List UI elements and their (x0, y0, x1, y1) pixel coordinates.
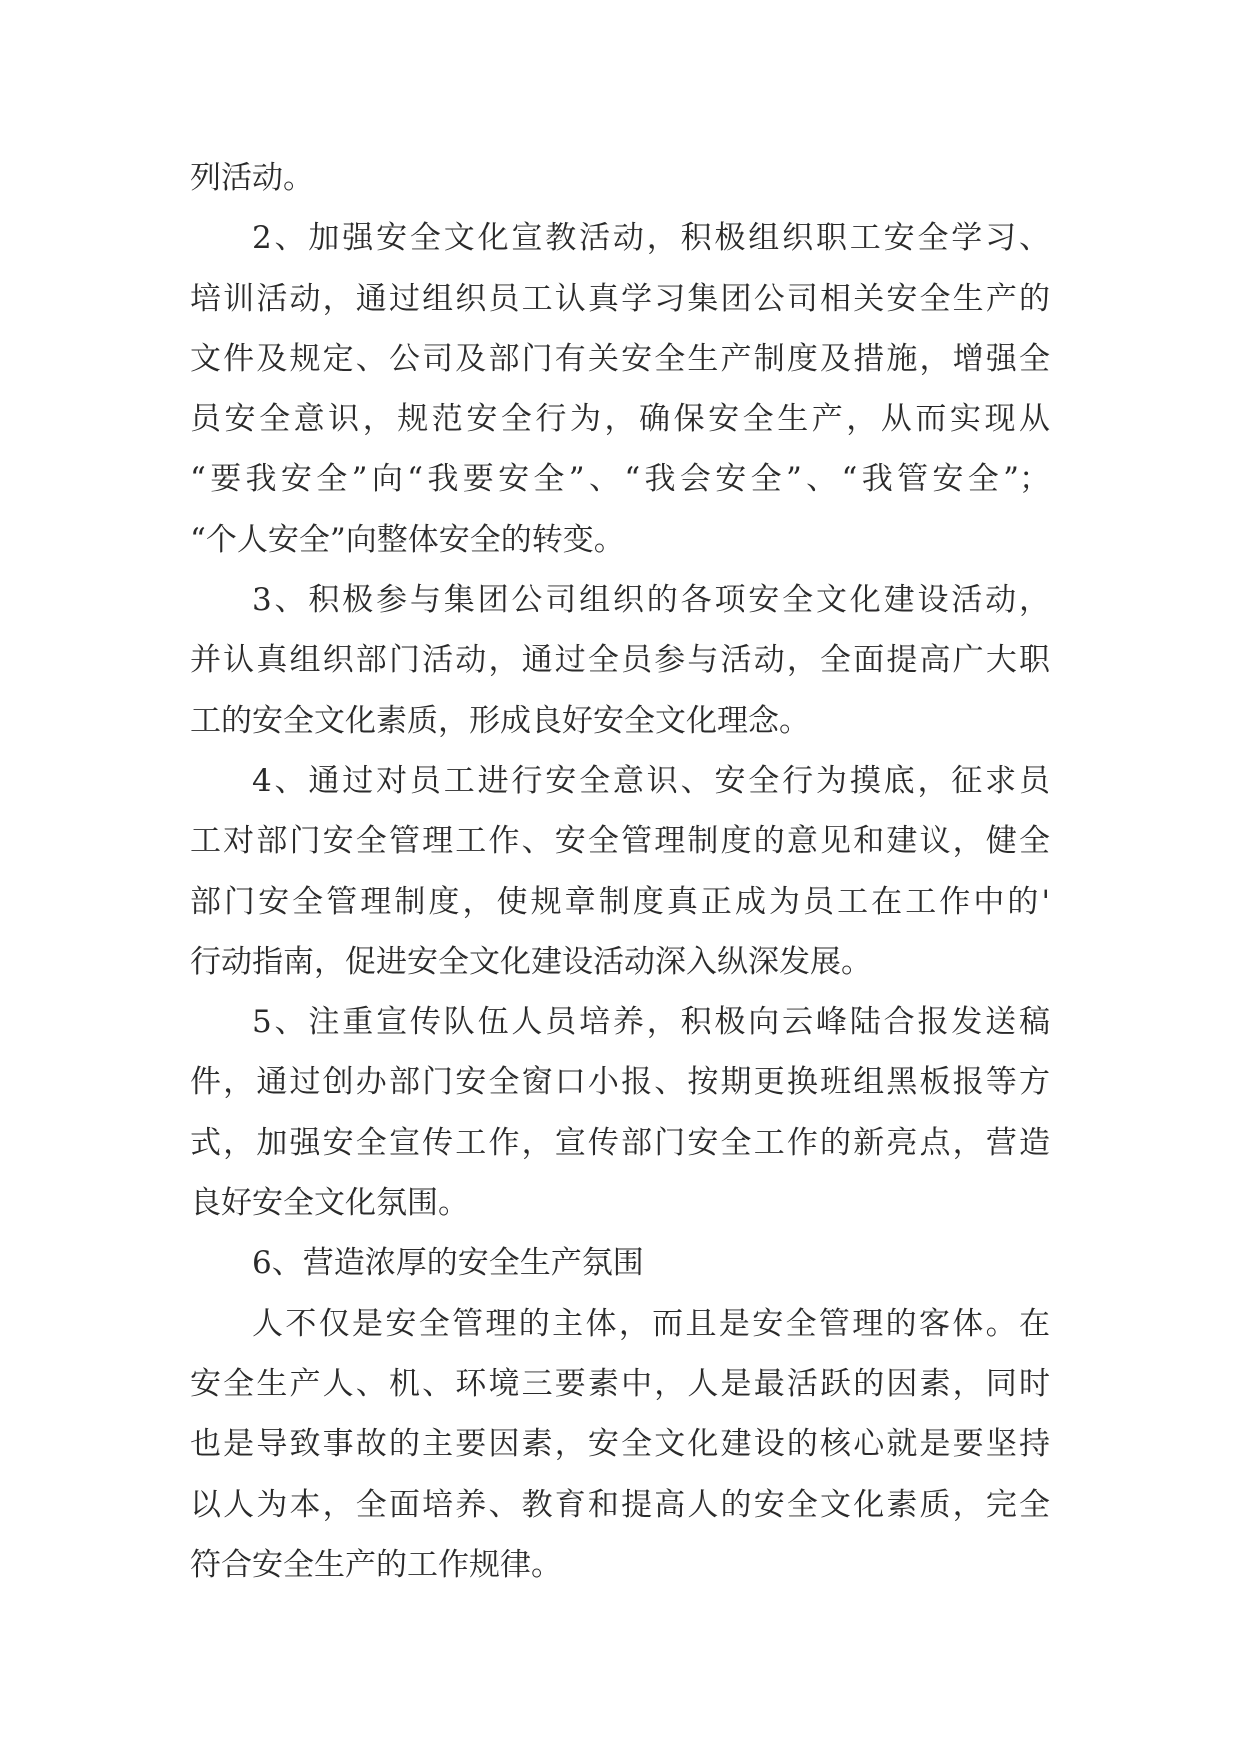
text-line: 6、营造浓厚的安全生产氛围 (252, 1245, 644, 1282)
text-line: 5、注重宣传队伍人员培养，积极向云峰陆合报发送稿 (252, 1004, 1050, 1041)
text-line: 3、积极参与集团公司组织的各项安全文化建设活动， (252, 582, 1050, 619)
text-line: 员安全意识，规范安全行为，确保安全生产，从而实现从 (190, 401, 1050, 438)
text-line: 工的安全文化素质，形成良好安全文化理念。 (190, 702, 810, 739)
text-line: 式，加强安全宣传工作，宣传部门安全工作的新亮点，营造 (190, 1124, 1050, 1161)
text-line: 良好安全文化氛围。 (190, 1185, 469, 1222)
text-line: 部门安全管理制度，使规章制度真正成为员工在工作中的' (190, 883, 1050, 920)
text-line: 件，通过创办部门安全窗口小报、按期更换班组黑板报等方 (190, 1064, 1050, 1101)
text-line: 2、加强安全文化宣教活动，积极组织职工安全学习、 (252, 220, 1050, 257)
text-line: 行动指南，促进安全文化建设活动深入纵深发展。 (190, 943, 872, 980)
text-line: 列活动。 (190, 160, 314, 196)
document-body (190, 148, 1050, 1595)
text-line: 文件及规定、公司及部门有关安全生产制度及措施，增强全 (190, 340, 1050, 377)
text-line: 安全生产人、机、环境三要素中，人是最活跃的因素，同时 (190, 1365, 1050, 1402)
text-line: 以人为本，全面培养、教育和提高人的安全文化素质，完全 (190, 1486, 1050, 1523)
text-line: 人不仅是安全管理的主体，而且是安全管理的客体。在 (252, 1305, 1050, 1342)
text-line: 也是导致事故的主要因素，安全文化建设的核心就是要坚持 (190, 1426, 1050, 1463)
text-line: “要我安全”向“我要安全”、“我会安全”、“我管安全”； (190, 461, 1050, 498)
text-line: 并认真组织部门活动，通过全员参与活动，全面提高广大职 (190, 642, 1050, 679)
text-line: 符合安全生产的工作规律。 (190, 1546, 562, 1583)
text-line: 培训活动，通过组织员工认真学习集团公司相关安全生产的 (190, 280, 1050, 317)
text-line: 4、通过对员工进行安全意识、安全行为摸底，征求员 (252, 762, 1050, 799)
text-line: 工对部门安全管理工作、安全管理制度的意见和建议，健全 (190, 823, 1050, 860)
text-line: “个人安全”向整体安全的转变。 (190, 521, 625, 558)
